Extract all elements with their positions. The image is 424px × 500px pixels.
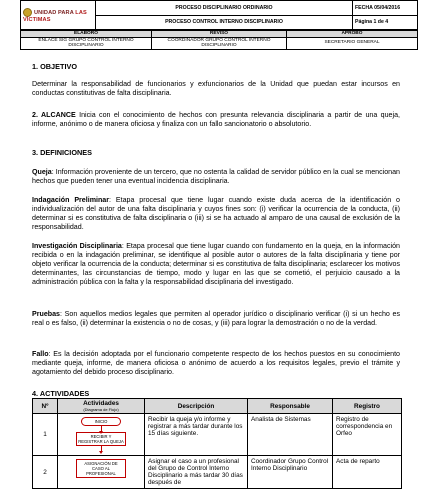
col-header-description: Descripción: [145, 399, 248, 414]
row-number: 1: [33, 414, 58, 456]
row-record: Acta de reparto: [333, 456, 402, 489]
flow-step-node: RECIBIR Y REGISTRAR LA QUEJA: [76, 432, 126, 446]
section-alcance-text: Inicia con el conocimiento de hechos con presunta relevancia disciplinaria a partir de una queja, informe, anónimo o de manera oficiosa y finaliza con un fallo sancionatorio o absolutorio.: [32, 111, 400, 128]
row-responsible: Analista de Sistemas: [248, 414, 333, 456]
flow-start-node: INICIO: [81, 417, 121, 426]
definition-term: Investigación Disciplinaria: [32, 242, 122, 250]
definition-text: : Es la decisión adoptada por el funcionario competente respecto de los hechos puestos en su conocimiento mediante queja, informe, de manera oficiosa o anónimo de acuerdo a los requisitos legales, previo el trámite y agotamiento del debido proceso disciplinario.: [32, 350, 400, 376]
coat-of-arms-icon: [23, 8, 32, 17]
definition-text: : Información proveniente de un tercero, que no ostenta la calidad de servidor público en la cual se mencionan hechos que pueden tener una eventual incidencia disciplinaria.: [32, 168, 400, 185]
section-definiciones-title: 3. DEFINICIONES: [32, 148, 93, 157]
role-value: ENLACE SIG GRUPO CONTROL INTERNO DISCIPLINARIO: [21, 37, 152, 49]
section-objetivo-title: 1. OBJETIVO: [32, 62, 78, 71]
brand-logo: UNIDAD PARA LAS VÍCTIMAS: [23, 9, 87, 23]
definition-term: Indagación Preliminar: [32, 196, 110, 204]
table-row: [33, 414, 402, 456]
document-title: PROCESO DISCIPLINARIO ORDINARIO: [96, 1, 353, 16]
definition-indagacion: [32, 196, 400, 232]
document-header: [20, 0, 418, 30]
row-responsible: Coordinador Grupo Control Interno Disciplinario: [248, 456, 333, 489]
definition-pruebas: [32, 310, 400, 328]
role-value: COORDINADOR GRUPO CONTROL INTERNO DISCIPLINARIO: [152, 37, 287, 49]
table-row: [33, 456, 402, 489]
page-number: Página 1 de 4: [353, 15, 418, 30]
definition-queja: [32, 168, 400, 186]
col-header-activities: Actividades (Diagrama de Flujo): [58, 399, 145, 414]
flow-arrow: [101, 426, 102, 432]
col-header-record: Registro: [333, 399, 402, 414]
approval-table: [20, 30, 418, 50]
definition-term: Pruebas: [32, 310, 60, 318]
col-header-number: Nº: [33, 399, 58, 414]
row-number: 2: [33, 456, 58, 489]
section-actividades-title: 4. ACTIVIDADES: [32, 389, 90, 398]
definition-text: : Son aquellos medios legales que permiten al operador jurídico o disciplinario verificar (i) si un hecho es real o es falso, (ii) determinar la existencia o no de cosas, y (iii) para lograr la demostración o no de la verdad.: [32, 310, 400, 327]
document-date: FECHA 05/04/2016: [353, 1, 418, 16]
definition-term: Queja: [32, 168, 52, 176]
section-objetivo-text: Determinar la responsabilidad de funcionarios y exfuncionarios de la Unidad que puedan estar incursos en conductas constitutivas de falta disciplinaria.: [32, 80, 400, 97]
role-header: REVISÓ: [152, 31, 287, 38]
row-description: Asignar el caso a un profesional del Grupo de Control Interno Disciplinario a más tardar 30 días después de: [145, 456, 248, 489]
activities-table: [32, 398, 402, 489]
section-alcance: [32, 111, 400, 129]
process-name: PROCESO CONTROL INTERNO DISCIPLINARIO: [96, 15, 353, 30]
flow-arrow: [101, 446, 102, 452]
definition-text: : Etapa procesal que tiene lugar cuando con fundamento en la queja, en la información recibida o en la indagación preliminar, se identifique al posible autor o autores de la falta disciplinaria y tiene por objeto verificar la ocurrencia de la conducta; determinar si es constitutiva de falta disciplinaria; esclarecer los motivos determinantes, las circunstancias de tiempo, modo y lugar en las que se cometió, el perjuicio causado a la administración pública con la falta y la responsabilidad disciplinaria del investigado.: [32, 242, 400, 286]
role-header: APROBÓ: [286, 31, 417, 38]
role-header: ELABORÓ: [21, 31, 152, 38]
definition-term: Fallo: [32, 350, 49, 358]
section-alcance-title: 2. ALCANCE: [32, 111, 76, 119]
col-header-responsible: Responsable: [248, 399, 333, 414]
flow-diagram-cell: [58, 456, 145, 489]
role-value: SECRETARIO GENERAL: [286, 37, 417, 49]
definition-fallo: [32, 350, 400, 377]
definition-investigacion: [32, 242, 400, 287]
row-record: Registro de correspondencia en Orfeo: [333, 414, 402, 456]
definition-text: : Etapa procesal que tiene lugar cuando existe duda acerca de la identificación o individualización del autor de una falta disciplinaria y cuyos fines son: (i) verificar la ocurrencia de la conducta, (ii) determinar si es constitutiva de falta disciplinaria o (iii) si se ha actuado al amparo de una causal de exclusión de la responsabilidad.: [32, 196, 400, 231]
logo-cell: [21, 1, 96, 30]
flow-step-node: ASIGNACIÓN DE CASO AL PROFESIONAL: [76, 459, 126, 478]
row-description: Recibir la queja y/o informe y registrar a más tardar durante los 15 días siguiente.: [145, 414, 248, 456]
flow-diagram-cell: [58, 414, 145, 456]
